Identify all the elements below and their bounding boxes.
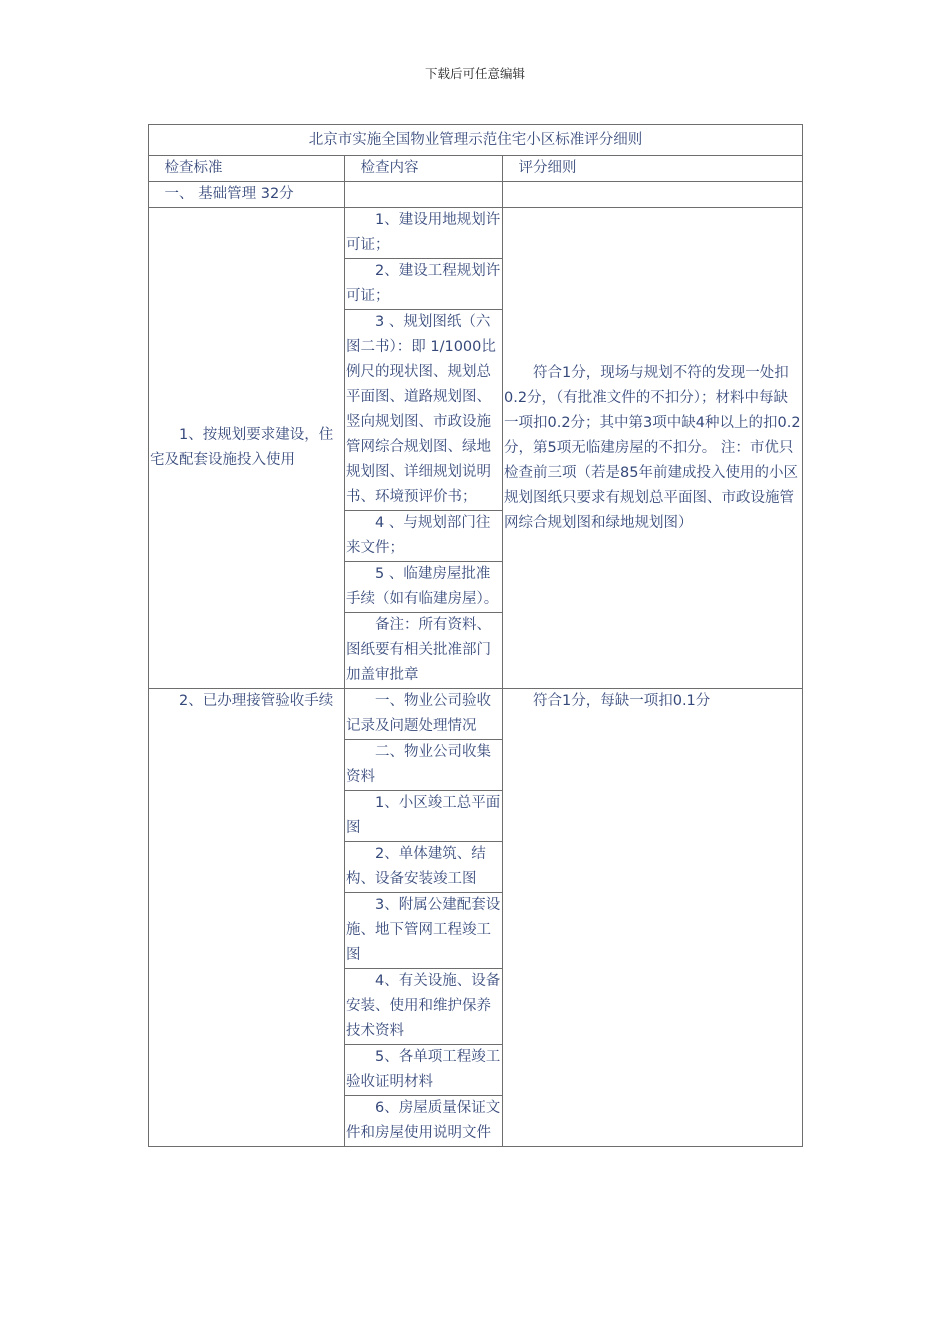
- header-criterion: 检查标准: [149, 156, 345, 182]
- scoring-rule-2: 符合1分，每缺一项扣0.1分: [503, 689, 803, 1147]
- section-title: 一、 基础管理 32分: [149, 182, 345, 208]
- header-content: 检查内容: [345, 156, 503, 182]
- scoring-rule-1: 符合1分，现场与规划不符的发现一处扣0.2分，（有批准文件的不扣分）；材料中每缺一项扣0.2分；其中第3项中缺4种以上的扣0.2分，第5项无临建房屋的不扣分。 注：市优只检查前三项（若是85年前建成投入使用的小区规划图纸只要求有规划总平面图、市政设施管网综合规划图和绿地规划图）: [503, 208, 803, 689]
- content-item: 4 、与规划部门往来文件；: [345, 511, 503, 562]
- content-item: 二、物业公司收集资料: [345, 740, 503, 791]
- content-item: 5、各单项工程竣工验收证明材料: [345, 1045, 503, 1096]
- header-scoring: 评分细则: [503, 156, 803, 182]
- criterion-2: 2、已办理接管验收手续: [149, 689, 345, 1147]
- content-item: 2、建设工程规划许可证；: [345, 259, 503, 310]
- content-item: 6、房屋质量保证文件和房屋使用说明文件: [345, 1096, 503, 1147]
- criterion-1: 1、按规划要求建设，住宅及配套设施投入使用: [149, 208, 345, 689]
- content-item: 备注：所有资料、图纸要有相关批准部门加盖审批章: [345, 613, 503, 689]
- empty-cell: [345, 182, 503, 208]
- content-item: 1、小区竣工总平面图: [345, 791, 503, 842]
- content-item: 1、建设用地规划许可证；: [345, 208, 503, 259]
- empty-cell: [503, 182, 803, 208]
- content-item: 4、有关设施、设备安装、使用和维护保养技术资料: [345, 969, 503, 1045]
- content-item: 2、单体建筑、结构、设备安装竣工图: [345, 842, 503, 893]
- table-title: 北京市实施全国物业管理示范住宅小区标准评分细则: [149, 125, 803, 156]
- scoring-table: [148, 124, 803, 1147]
- content-item: 3 、规划图纸（六图二书）：即 1/1000比例尺的现状图、规划总平面图、道路规划图、竖向规划图、市政设施管网综合规划图、绿地规划图、详细规划说明书、环境预评价书；: [345, 310, 503, 511]
- content-item: 5 、临建房屋批准手续（如有临建房屋）。: [345, 562, 503, 613]
- content-item: 一、物业公司验收记录及问题处理情况: [345, 689, 503, 740]
- header-note: 下载后可任意编辑: [424, 66, 525, 81]
- content-item: 3、附属公建配套设施、地下管网工程竣工图: [345, 893, 503, 969]
